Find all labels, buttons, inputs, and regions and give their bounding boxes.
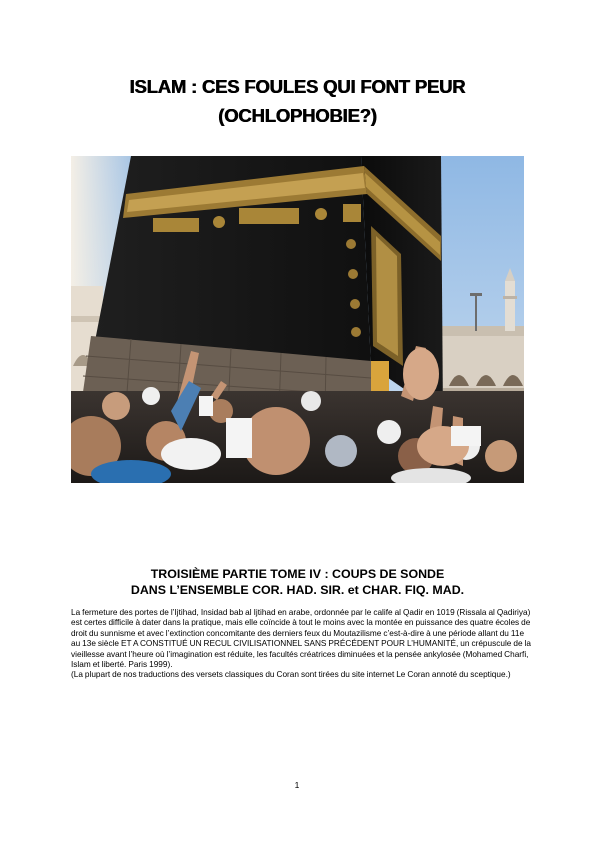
body-text: [71, 608, 531, 681]
document-title-line-2: (OCHLOPHOBIE?): [218, 105, 377, 126]
kaaba-photo-illustration: [71, 156, 524, 483]
translation-note: (La plupart de nos traductions des versets classiques du Coran sont tirées du site internet Le Coran annoté du sceptique.): [71, 670, 511, 680]
document-title-line-1: ISLAM : CES FOULES QUI FONT PEUR: [129, 76, 466, 97]
page-number: 1: [294, 780, 300, 790]
kaaba-photo: [71, 156, 524, 483]
section-subtitle-line-2: DANS L’ENSEMBLE COR. HAD. SIR. et CHAR. FIQ. MAD.: [130, 583, 465, 597]
main-paragraph: La fermeture des portes de l’Ijtihad, Insidad bab al Ijtihad en arabe, ordonnée par le calife al Qadir en 1019 (Rissala al Qadiriya) est certes difficile à dater dans la pratique, mais elle coïncide à tout le moins avec la montée en puissance des quatre écoles de droit du sunnisme et avec l’extinction concomitante des derniers feux du Moutazilisme c’est-à-dire à une période allant du 11e au 13e siècle ET A CONSTITUÉ UN RECUL CIVILISATIONNEL SANS PRÉCÉDENT POUR L’HUMANITÉ, un crépuscule de la vieillesse avant l’heure où l’imagination est réduite, les facultés créatrices diminuées et la pensée ankylosée (Mohamed Charfi, Islam et liberté. Paris 1999).: [71, 608, 531, 670]
section-subtitle-line-1: TROISIÈME PARTIE TOME IV : COUPS DE SONDE: [150, 567, 445, 581]
